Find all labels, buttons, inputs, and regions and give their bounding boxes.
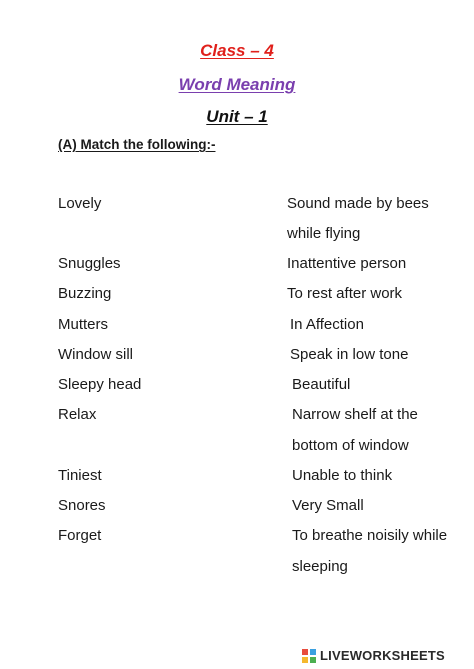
term: Tiniest bbox=[58, 467, 102, 484]
meaning: bottom of window bbox=[292, 437, 409, 454]
class-title: Class – 4 bbox=[200, 41, 274, 60]
term: Relax bbox=[58, 406, 97, 423]
brand-name: LIVEWORKSHEETS bbox=[320, 648, 445, 663]
term: Snores bbox=[58, 497, 106, 514]
meaning: sleeping bbox=[292, 558, 348, 575]
liveworksheets-logo-icon bbox=[302, 649, 316, 663]
meaning: In Affection bbox=[290, 316, 364, 333]
meaning: Speak in low tone bbox=[290, 346, 409, 363]
term: Mutters bbox=[58, 316, 109, 333]
meaning: while flying bbox=[287, 225, 361, 242]
term: Buzzing bbox=[58, 285, 112, 302]
term: Snuggles bbox=[58, 255, 121, 272]
term: Lovely bbox=[58, 195, 102, 212]
meaning: Sound made by bees bbox=[287, 195, 429, 212]
subject-title: Word Meaning bbox=[178, 75, 296, 94]
meaning: Narrow shelf at the bbox=[292, 406, 418, 423]
meaning: To rest after work bbox=[287, 285, 403, 302]
meaning: Beautiful bbox=[292, 376, 351, 393]
unit-title: Unit – 1 bbox=[206, 107, 268, 126]
liveworksheets-footer bbox=[302, 648, 445, 663]
term: Window sill bbox=[58, 346, 134, 363]
term: Sleepy head bbox=[58, 376, 142, 393]
section-heading: (A) Match the following:- bbox=[58, 137, 216, 152]
meaning: Inattentive person bbox=[287, 255, 407, 272]
meaning: To breathe noisily while bbox=[292, 527, 448, 544]
meaning: Unable to think bbox=[292, 467, 393, 484]
term: Forget bbox=[58, 527, 102, 544]
meaning: Very Small bbox=[292, 497, 364, 514]
